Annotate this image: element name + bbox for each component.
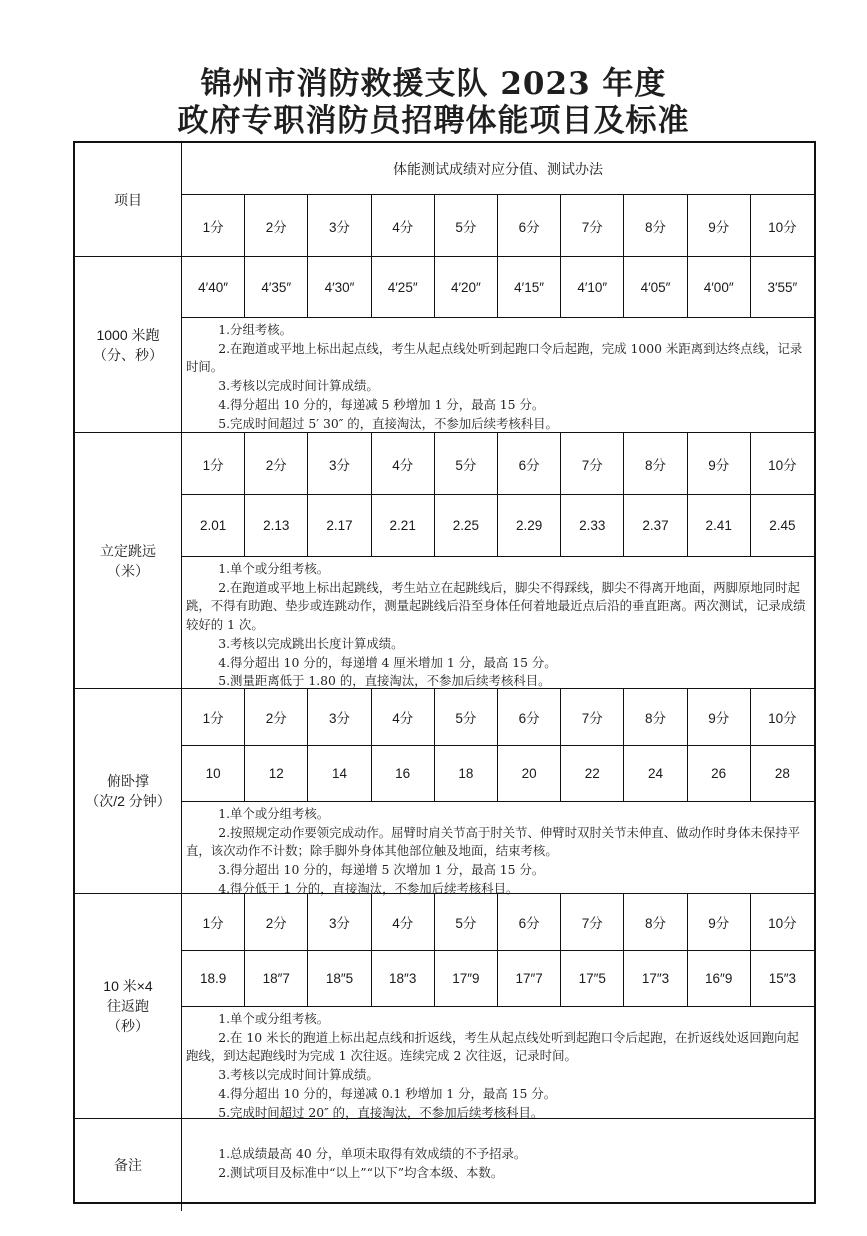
score-label: 10分 <box>751 433 814 495</box>
score-label: 4分 <box>372 894 435 951</box>
remark-line: 1.总成绩最高 40 分，单项未取得有效成绩的不予招录。 <box>218 1146 527 1161</box>
remarks-content <box>182 1119 814 1211</box>
event-name-line2: （分、秒） <box>93 346 163 363</box>
event-threshold-value: 3′55″ <box>751 257 814 318</box>
score-label: 1分 <box>182 894 245 951</box>
event-name-line2: （米） <box>107 562 149 579</box>
event-test-method <box>182 1007 814 1119</box>
event-threshold-value: 2.01 <box>182 495 245 557</box>
event-threshold-value: 17″5 <box>561 951 624 1007</box>
event-name <box>75 257 182 433</box>
event-threshold-value: 4′20″ <box>435 257 498 318</box>
event-test-method <box>182 802 814 894</box>
remarks-label: 备注 <box>75 1119 182 1211</box>
score-label: 3分 <box>308 195 371 257</box>
method-note: 4.得分超出 10 分的，每递减 0.1 秒增加 1 分，最高 15 分。 <box>218 1085 557 1101</box>
score-label: 9分 <box>688 689 751 746</box>
event-threshold-value: 18″7 <box>245 951 308 1007</box>
method-note: 2.在 10 米长的跑道上标出起点线和折返线，考生从起点线处听到起跑口令后起跑，在折返线处返回跑向起跑线，到达起跑线时为完成 1 次往返。连续完成 2 次往返，记录时间。 <box>186 1029 799 1064</box>
event-threshold-value: 28 <box>751 746 814 802</box>
event-name-line3: （秒） <box>107 1018 149 1034</box>
event-test-method <box>182 318 814 433</box>
document-title-line1: 锦州市消防救援支队 2023 年度 <box>200 66 667 102</box>
event-threshold-value: 18 <box>435 746 498 802</box>
event-threshold-value: 2.37 <box>624 495 687 557</box>
event-name-line1: 立定跳远 <box>100 542 156 559</box>
event-threshold-value: 26 <box>688 746 751 802</box>
method-note: 5.完成时间超过 5′ 30″ 的，直接淘汰，不参加后续考核科目。 <box>218 415 558 431</box>
method-note: 4.得分低于 1 分的，直接淘汰，不参加后续考核科目。 <box>218 880 519 896</box>
method-note: 1.单个或分组考核。 <box>218 806 330 821</box>
header-main-label: 体能测试成绩对应分值、测试办法 <box>182 143 814 195</box>
event-threshold-value: 17″3 <box>624 951 687 1007</box>
method-note: 4.得分超出 10 分的，每递增 4 厘米增加 1 分，最高 15 分。 <box>218 654 557 670</box>
score-label: 5分 <box>435 689 498 746</box>
method-note: 3.考核以完成跳出长度计算成绩。 <box>218 635 404 651</box>
event-threshold-value: 14 <box>308 746 371 802</box>
method-note: 5.测量距离低于 1.80 的，直接淘汰，不参加后续考核科目。 <box>218 673 551 689</box>
event-threshold-value: 15″3 <box>751 951 814 1007</box>
score-label: 9分 <box>688 433 751 495</box>
event-threshold-value: 2.29 <box>498 495 561 557</box>
event-threshold-value: 17″9 <box>435 951 498 1007</box>
event-threshold-value: 4′15″ <box>498 257 561 318</box>
event-threshold-value: 4′30″ <box>308 257 371 318</box>
event-name-line2: （次/2 分钟） <box>85 793 171 809</box>
score-label: 5分 <box>435 894 498 951</box>
method-note: 3.得分超出 10 分的，每递增 5 次增加 1 分，最高 15 分。 <box>218 862 545 878</box>
score-label: 8分 <box>624 894 687 951</box>
event-name-line2: 往返跑 <box>107 998 149 1014</box>
score-label: 1分 <box>182 433 245 495</box>
score-label: 3分 <box>308 433 371 495</box>
event-threshold-value: 4′05″ <box>624 257 687 318</box>
score-label: 6分 <box>498 433 561 495</box>
event-threshold-value: 2.25 <box>435 495 498 557</box>
score-label: 10分 <box>751 894 814 951</box>
score-label: 10分 <box>751 689 814 746</box>
score-label: 10分 <box>751 195 814 257</box>
score-label: 2分 <box>245 195 308 257</box>
score-label: 7分 <box>561 433 624 495</box>
score-label: 4分 <box>372 195 435 257</box>
method-note: 5.完成时间超过 20″ 的，直接淘汰，不参加后续考核科目。 <box>218 1104 544 1120</box>
event-threshold-value: 20 <box>498 746 561 802</box>
method-note: 2.在跑道或平地上标出起跳线，考生站立在起跳线后，脚尖不得踩线，脚尖不得离开地面，两脚原地同时起跳，不得有助跑、垫步或连跳动作，测量起跳线后沿至身体任何着地最近点后沿的垂直距离。两次测试，记录成绩较好的 1 次。 <box>186 579 806 633</box>
score-label: 8分 <box>624 433 687 495</box>
event-threshold-value: 18.9 <box>182 951 245 1007</box>
remark-line: 2.测试项目及标准中“以上”“以下”均含本级、本数。 <box>218 1164 504 1180</box>
header-item-label: 项目 <box>75 143 182 257</box>
score-label: 7分 <box>561 894 624 951</box>
event-name <box>75 689 182 894</box>
score-label: 2分 <box>245 894 308 951</box>
score-label: 3分 <box>308 894 371 951</box>
method-note: 4.得分超出 10 分的，每递减 5 秒增加 1 分，最高 15 分。 <box>218 396 545 412</box>
event-threshold-value: 12 <box>245 746 308 802</box>
event-threshold-value: 18″5 <box>308 951 371 1007</box>
method-note: 1.分组考核。 <box>218 322 293 337</box>
document-title-line2: 政府专职消防员招聘体能项目及标准 <box>177 103 690 139</box>
event-threshold-value: 2.45 <box>751 495 814 557</box>
score-label: 2分 <box>245 433 308 495</box>
event-threshold-value: 2.33 <box>561 495 624 557</box>
event-test-method <box>182 557 814 689</box>
score-label: 7分 <box>561 195 624 257</box>
score-label: 4分 <box>372 689 435 746</box>
event-threshold-value: 22 <box>561 746 624 802</box>
score-label: 6分 <box>498 689 561 746</box>
event-name-line1: 10 米×4 <box>103 978 153 994</box>
event-threshold-value: 16″9 <box>688 951 751 1007</box>
event-threshold-value: 4′40″ <box>182 257 245 318</box>
event-threshold-value: 24 <box>624 746 687 802</box>
score-label: 6分 <box>498 894 561 951</box>
method-note: 1.单个或分组考核。 <box>218 1011 330 1026</box>
score-label: 3分 <box>308 689 371 746</box>
event-name-line1: 1000 米跑 <box>96 326 160 343</box>
score-label: 9分 <box>688 894 751 951</box>
score-label: 5分 <box>435 433 498 495</box>
score-label: 1分 <box>182 195 245 257</box>
event-threshold-value: 2.13 <box>245 495 308 557</box>
event-name <box>75 894 182 1119</box>
method-note: 3.考核以完成时间计算成绩。 <box>218 378 379 394</box>
event-name-line1: 俯卧撑 <box>107 773 149 789</box>
score-label: 4分 <box>372 433 435 495</box>
score-label: 9分 <box>688 195 751 257</box>
event-threshold-value: 2.41 <box>688 495 751 557</box>
event-threshold-value: 17″7 <box>498 951 561 1007</box>
method-note: 2.在跑道或平地上标出起点线，考生从起点线处听到起跑口令后起跑，完成 1000 米距离到达终点线，记录时间。 <box>186 340 803 375</box>
event-threshold-value: 4′25″ <box>372 257 435 318</box>
event-threshold-value: 4′35″ <box>245 257 308 318</box>
score-label: 1分 <box>182 689 245 746</box>
score-label: 8分 <box>624 195 687 257</box>
score-label: 5分 <box>435 195 498 257</box>
score-label: 2分 <box>245 689 308 746</box>
event-threshold-value: 4′10″ <box>561 257 624 318</box>
score-label: 7分 <box>561 689 624 746</box>
event-threshold-value: 2.21 <box>372 495 435 557</box>
event-threshold-value: 4′00″ <box>688 257 751 318</box>
score-label: 8分 <box>624 689 687 746</box>
event-threshold-value: 10 <box>182 746 245 802</box>
method-note: 1.单个或分组考核。 <box>218 561 330 576</box>
standards-table <box>73 141 816 1204</box>
method-note: 3.考核以完成时间计算成绩。 <box>218 1067 379 1083</box>
event-name <box>75 433 182 689</box>
score-label: 6分 <box>498 195 561 257</box>
event-threshold-value: 2.17 <box>308 495 371 557</box>
event-threshold-value: 16 <box>372 746 435 802</box>
event-threshold-value: 18″3 <box>372 951 435 1007</box>
method-note: 2.按照规定动作要领完成动作。屈臂时肩关节高于肘关节、伸臂时双肘关节未伸直、做动作时身体未保持平直，该次动作不计数；除手脚外身体其他部位触及地面，结束考核。 <box>186 824 801 859</box>
